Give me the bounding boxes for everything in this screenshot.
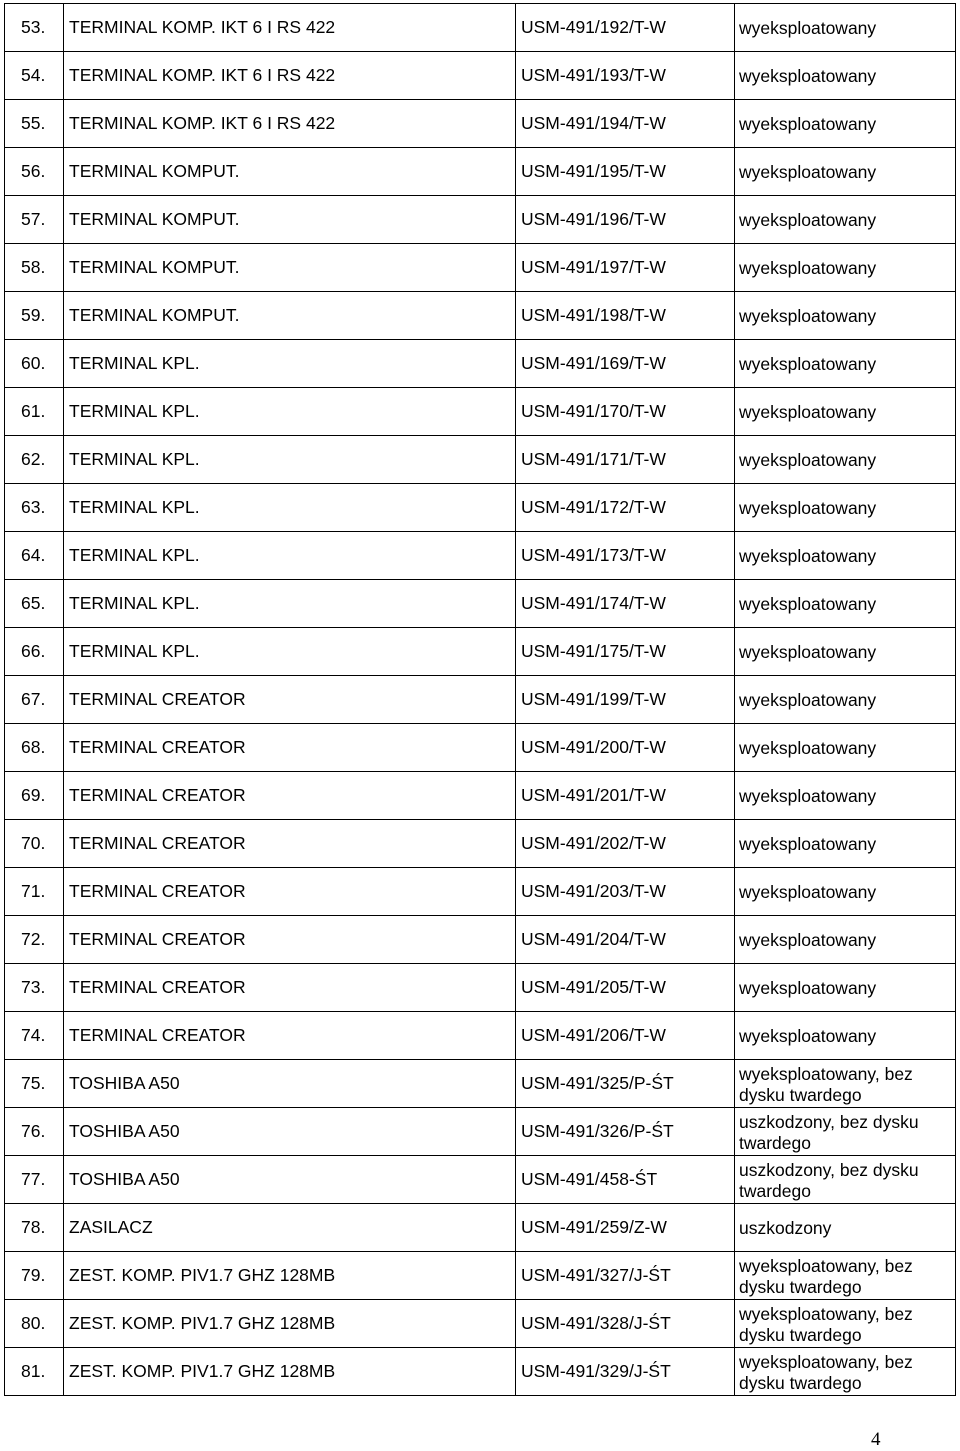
inventory-code-cell: USM-491/328/J-ŚT — [516, 1300, 735, 1348]
status-cell: wyeksploatowany, bez dysku twardego — [735, 1348, 956, 1396]
inventory-code-cell: USM-491/205/T-W — [516, 964, 735, 1012]
item-name-cell: TERMINAL KPL. — [64, 484, 516, 532]
row-number-cell: 63. — [5, 484, 64, 532]
inventory-code-cell: USM-491/173/T-W — [516, 532, 735, 580]
item-name-cell: TERMINAL KPL. — [64, 436, 516, 484]
row-number-cell: 77. — [5, 1156, 64, 1204]
table-row — [5, 436, 956, 484]
table-row — [5, 580, 956, 628]
table-row — [5, 724, 956, 772]
status-cell: wyeksploatowany — [735, 100, 956, 148]
table-row — [5, 244, 956, 292]
status-cell: wyeksploatowany — [735, 964, 956, 1012]
item-name-cell: ZEST. KOMP. PIV1.7 GHZ 128MB — [64, 1252, 516, 1300]
item-name-cell: TOSHIBA A50 — [64, 1156, 516, 1204]
status-cell: wyeksploatowany — [735, 724, 956, 772]
status-cell: wyeksploatowany — [735, 244, 956, 292]
inventory-code-cell: USM-491/202/T-W — [516, 820, 735, 868]
inventory-code-cell: USM-491/175/T-W — [516, 628, 735, 676]
inventory-code-cell: USM-491/259/Z-W — [516, 1204, 735, 1252]
table-row — [5, 484, 956, 532]
row-number-cell: 53. — [5, 4, 64, 52]
item-name-cell: TERMINAL CREATOR — [64, 772, 516, 820]
table-row — [5, 772, 956, 820]
item-name-cell: TERMINAL CREATOR — [64, 964, 516, 1012]
status-cell: wyeksploatowany — [735, 772, 956, 820]
row-number-cell: 58. — [5, 244, 64, 292]
inventory-code-cell: USM-491/170/T-W — [516, 388, 735, 436]
item-name-cell: TERMINAL CREATOR — [64, 820, 516, 868]
status-cell: wyeksploatowany — [735, 52, 956, 100]
table-row — [5, 340, 956, 388]
inventory-code-cell: USM-491/172/T-W — [516, 484, 735, 532]
inventory-code-cell: USM-491/197/T-W — [516, 244, 735, 292]
row-number-cell: 55. — [5, 100, 64, 148]
table-row — [5, 388, 956, 436]
row-number-cell: 62. — [5, 436, 64, 484]
item-name-cell: TERMINAL CREATOR — [64, 1012, 516, 1060]
status-cell: wyeksploatowany, bez dysku twardego — [735, 1300, 956, 1348]
table-row — [5, 1204, 956, 1252]
table-row — [5, 820, 956, 868]
inventory-code-cell: USM-491/329/J-ŚT — [516, 1348, 735, 1396]
table-row — [5, 52, 956, 100]
inventory-code-cell: USM-491/204/T-W — [516, 916, 735, 964]
item-name-cell: TERMINAL KPL. — [64, 580, 516, 628]
inventory-code-cell: USM-491/171/T-W — [516, 436, 735, 484]
inventory-code-cell: USM-491/325/P-ŚT — [516, 1060, 735, 1108]
item-name-cell: TERMINAL KOMPUT. — [64, 292, 516, 340]
status-cell: uszkodzony — [735, 1204, 956, 1252]
table-row — [5, 964, 956, 1012]
status-cell: wyeksploatowany — [735, 580, 956, 628]
status-cell: wyeksploatowany — [735, 388, 956, 436]
item-name-cell: TOSHIBA A50 — [64, 1108, 516, 1156]
table-row — [5, 1108, 956, 1156]
inventory-code-cell: USM-491/200/T-W — [516, 724, 735, 772]
status-cell: wyeksploatowany — [735, 292, 956, 340]
row-number-cell: 60. — [5, 340, 64, 388]
row-number-cell: 66. — [5, 628, 64, 676]
row-number-cell: 64. — [5, 532, 64, 580]
item-name-cell: TERMINAL CREATOR — [64, 868, 516, 916]
inventory-code-cell: USM-491/195/T-W — [516, 148, 735, 196]
table-row — [5, 148, 956, 196]
row-number-cell: 79. — [5, 1252, 64, 1300]
row-number-cell: 59. — [5, 292, 64, 340]
inventory-code-cell: USM-491/201/T-W — [516, 772, 735, 820]
item-name-cell: TERMINAL KPL. — [64, 388, 516, 436]
item-name-cell: TERMINAL KOMP. IKT 6 I RS 422 — [64, 4, 516, 52]
inventory-code-cell: USM-491/192/T-W — [516, 4, 735, 52]
row-number-cell: 78. — [5, 1204, 64, 1252]
status-cell: wyeksploatowany — [735, 196, 956, 244]
row-number-cell: 72. — [5, 916, 64, 964]
item-name-cell: ZEST. KOMP. PIV1.7 GHZ 128MB — [64, 1348, 516, 1396]
status-cell: wyeksploatowany — [735, 532, 956, 580]
page-number: 4 — [871, 1429, 881, 1450]
status-cell: wyeksploatowany — [735, 676, 956, 724]
item-name-cell: TERMINAL KOMPUT. — [64, 196, 516, 244]
inventory-code-cell: USM-491/206/T-W — [516, 1012, 735, 1060]
inventory-code-cell: USM-491/327/J-ŚT — [516, 1252, 735, 1300]
table-row — [5, 196, 956, 244]
status-cell: uszkodzony, bez dysku twardego — [735, 1108, 956, 1156]
row-number-cell: 56. — [5, 148, 64, 196]
row-number-cell: 74. — [5, 1012, 64, 1060]
status-cell: wyeksploatowany, bez dysku twardego — [735, 1252, 956, 1300]
table-row — [5, 1252, 956, 1300]
status-cell: wyeksploatowany — [735, 628, 956, 676]
status-cell: wyeksploatowany — [735, 1012, 956, 1060]
row-number-cell: 57. — [5, 196, 64, 244]
item-name-cell: ZEST. KOMP. PIV1.7 GHZ 128MB — [64, 1300, 516, 1348]
item-name-cell: TERMINAL KOMP. IKT 6 I RS 422 — [64, 100, 516, 148]
inventory-code-cell: USM-491/194/T-W — [516, 100, 735, 148]
table-row — [5, 868, 956, 916]
status-cell: wyeksploatowany — [735, 4, 956, 52]
item-name-cell: TERMINAL KOMPUT. — [64, 244, 516, 292]
inventory-code-cell: USM-491/198/T-W — [516, 292, 735, 340]
status-cell: wyeksploatowany — [735, 436, 956, 484]
inventory-code-cell: USM-491/169/T-W — [516, 340, 735, 388]
inventory-code-cell: USM-491/203/T-W — [516, 868, 735, 916]
status-cell: wyeksploatowany — [735, 484, 956, 532]
item-name-cell: TERMINAL CREATOR — [64, 676, 516, 724]
item-name-cell: TERMINAL CREATOR — [64, 916, 516, 964]
status-cell: uszkodzony, bez dysku twardego — [735, 1156, 956, 1204]
table-row — [5, 1012, 956, 1060]
table-row — [5, 1348, 956, 1396]
row-number-cell: 80. — [5, 1300, 64, 1348]
item-name-cell: TOSHIBA A50 — [64, 1060, 516, 1108]
status-cell: wyeksploatowany — [735, 148, 956, 196]
status-cell: wyeksploatowany — [735, 868, 956, 916]
row-number-cell: 65. — [5, 580, 64, 628]
status-cell: wyeksploatowany — [735, 340, 956, 388]
inventory-code-cell: USM-491/193/T-W — [516, 52, 735, 100]
item-name-cell: TERMINAL KPL. — [64, 628, 516, 676]
status-cell: wyeksploatowany — [735, 820, 956, 868]
row-number-cell: 67. — [5, 676, 64, 724]
row-number-cell: 76. — [5, 1108, 64, 1156]
row-number-cell: 61. — [5, 388, 64, 436]
row-number-cell: 81. — [5, 1348, 64, 1396]
table-row — [5, 1300, 956, 1348]
row-number-cell: 71. — [5, 868, 64, 916]
status-cell: wyeksploatowany, bez dysku twardego — [735, 1060, 956, 1108]
row-number-cell: 75. — [5, 1060, 64, 1108]
inventory-code-cell: USM-491/174/T-W — [516, 580, 735, 628]
table-row — [5, 532, 956, 580]
table-row — [5, 916, 956, 964]
inventory-code-cell: USM-491/199/T-W — [516, 676, 735, 724]
inventory-table-body — [5, 4, 956, 1396]
item-name-cell: ZASILACZ — [64, 1204, 516, 1252]
row-number-cell: 54. — [5, 52, 64, 100]
item-name-cell: TERMINAL CREATOR — [64, 724, 516, 772]
row-number-cell: 68. — [5, 724, 64, 772]
inventory-table — [4, 3, 956, 1396]
item-name-cell: TERMINAL KPL. — [64, 532, 516, 580]
status-cell: wyeksploatowany — [735, 916, 956, 964]
item-name-cell: TERMINAL KPL. — [64, 340, 516, 388]
table-row — [5, 1060, 956, 1108]
inventory-code-cell: USM-491/458-ŚT — [516, 1156, 735, 1204]
table-row — [5, 676, 956, 724]
inventory-code-cell: USM-491/326/P-ŚT — [516, 1108, 735, 1156]
inventory-code-cell: USM-491/196/T-W — [516, 196, 735, 244]
item-name-cell: TERMINAL KOMPUT. — [64, 148, 516, 196]
table-row — [5, 4, 956, 52]
row-number-cell: 70. — [5, 820, 64, 868]
table-row — [5, 628, 956, 676]
row-number-cell: 69. — [5, 772, 64, 820]
item-name-cell: TERMINAL KOMP. IKT 6 I RS 422 — [64, 52, 516, 100]
row-number-cell: 73. — [5, 964, 64, 1012]
table-row — [5, 100, 956, 148]
table-row — [5, 292, 956, 340]
table-row — [5, 1156, 956, 1204]
